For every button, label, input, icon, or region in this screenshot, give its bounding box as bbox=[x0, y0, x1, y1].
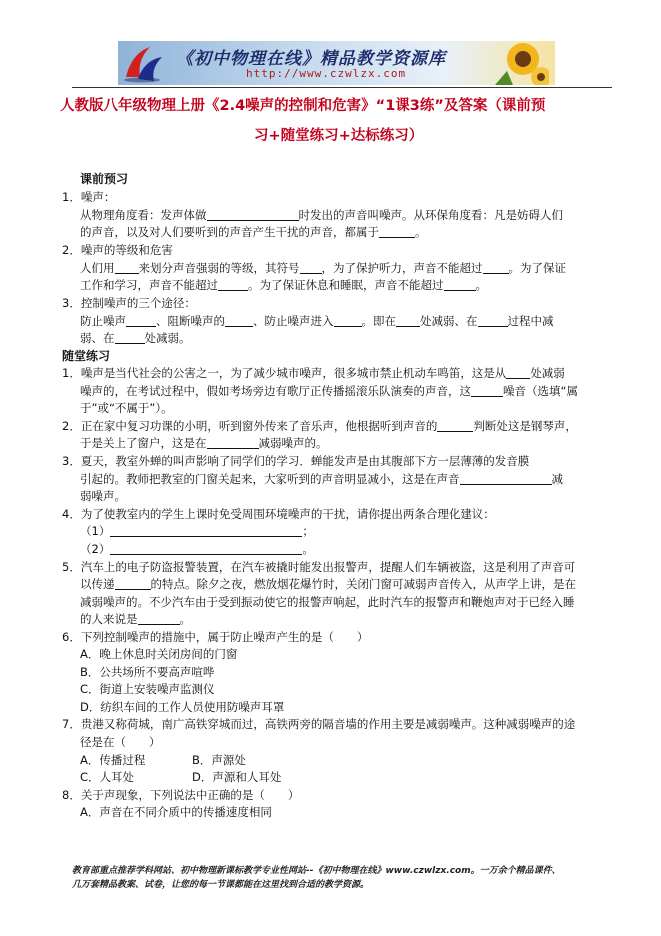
class-q6-option-d: D．纺织车间的工作人员使用防噪声耳罩 bbox=[80, 700, 285, 714]
class-q7-option-d: D．声源和人耳处 bbox=[192, 770, 282, 784]
page-footer bbox=[72, 864, 592, 892]
text: （1） bbox=[80, 524, 111, 538]
text: 、阻断噪声的 bbox=[156, 314, 225, 328]
class-q7-option-a: A．传播过程 bbox=[80, 753, 146, 767]
class-q5-line2 bbox=[80, 576, 576, 593]
text: 。为了保证 bbox=[508, 261, 566, 275]
text: 的特点。除夕之夜，燃放烟花爆竹时，关闭门窗可减弱声音传入，从声学上讲，是在 bbox=[150, 577, 576, 591]
class-q7-option-c: C．人耳处 bbox=[80, 770, 135, 784]
blank bbox=[225, 314, 253, 327]
site-banner bbox=[118, 41, 555, 85]
pre-item-1-line1 bbox=[80, 207, 563, 224]
class-q3-line2 bbox=[80, 471, 563, 488]
text: 防止噪声 bbox=[80, 314, 126, 328]
class-q7-line2: 径是在（ ） bbox=[80, 735, 161, 749]
text: 处减弱。 bbox=[144, 331, 191, 345]
text: （2） bbox=[80, 542, 111, 556]
class-q6-option-c: C．街道上安装噪声监测仪 bbox=[80, 682, 215, 696]
blank bbox=[110, 542, 302, 555]
document-title-line2: 习+随堂练习+达标练习） bbox=[254, 128, 424, 144]
pre-item-3: 3．控制噪声的三个途径： bbox=[62, 296, 196, 310]
blank bbox=[218, 278, 248, 291]
text: 判断处这是钢琴声， bbox=[473, 419, 577, 433]
text: 1．噪声是当代社会的公害之一，为了减少城市噪声，很多城市禁止机动车鸣笛，这是从 bbox=[62, 366, 507, 380]
section-in-class: 随堂练习 bbox=[62, 349, 111, 363]
blank bbox=[207, 436, 259, 449]
text: 的声音，以及对人们要听到的声音产生干扰的声音，都属于 bbox=[80, 225, 379, 239]
footer-line2: 几万套精品教案、试卷，让您的每一节课都能在这里找到合适的教学资源。 bbox=[72, 880, 370, 890]
class-q4: 4．为了使教室内的学生上课时免受周围环境噪声的干扰，请你提出两条合理化建议： bbox=[62, 507, 495, 521]
text: 从物理角度看：发声体做 bbox=[80, 208, 207, 222]
class-q5-line3: 减弱噪声的。不少汽车由于受到振动使它的报警声响起，此时汽车的报警声和鞭炮声对于已经入睡 bbox=[80, 595, 575, 609]
pre-item-1: 1．噪声： bbox=[62, 190, 116, 204]
class-q2-line1 bbox=[62, 418, 577, 435]
class-q1-line3: 于”或“不属于”）。 bbox=[80, 401, 173, 415]
text: 处减弱 bbox=[530, 366, 565, 380]
text: ； bbox=[302, 524, 314, 538]
text: 人们用 bbox=[80, 261, 115, 275]
text: 来划分声音强弱的等级，其符号 bbox=[138, 261, 300, 275]
site-logo-icon bbox=[120, 43, 164, 83]
blank bbox=[115, 577, 151, 590]
class-q8-option-a: A．声音在不同介质中的传播速度相同 bbox=[80, 805, 272, 819]
banner-url: http://www.czwlzx.com bbox=[246, 67, 407, 80]
banner-divider bbox=[72, 87, 612, 88]
blank bbox=[334, 314, 362, 327]
class-q5-line1: 5．汽车上的电子防盗报警装置，在汽车被撬时能发出报警声，提醒人们车辆被盗，这是利用了声音可 bbox=[62, 560, 576, 574]
banner-title: 《初中物理在线》精品教学资源库 bbox=[176, 49, 446, 69]
text: 处减弱、在 bbox=[420, 314, 478, 328]
text: 噪音（选填“属 bbox=[503, 384, 578, 398]
class-q4-answer1 bbox=[80, 523, 314, 540]
footer-line1: 教育部重点推荐学科网站、初中物理新课标教学专业性网站--《初中物理在线》www.czwlzx.com。一万余个精品课件、 bbox=[72, 866, 561, 876]
text: 于是关上了窗户，这是在 bbox=[80, 436, 207, 450]
text: 工作和学习，声音不能超过 bbox=[80, 278, 218, 292]
blank bbox=[207, 208, 299, 221]
text: 。为了保证休息和睡眠，声音不能超过 bbox=[248, 278, 444, 292]
class-q3-line3: 弱噪声。 bbox=[80, 489, 126, 503]
blank bbox=[379, 225, 415, 238]
text: 。 bbox=[475, 278, 487, 292]
blank bbox=[471, 384, 503, 397]
document-title-line1: 人教版八年级物理上册《2.4噪声的控制和危害》“1课3练”及答案（课前预 bbox=[60, 98, 546, 114]
class-q4-answer2 bbox=[80, 541, 314, 558]
class-q8: 8．关于声现象，下列说法中正确的是（ ） bbox=[62, 788, 300, 802]
blank bbox=[483, 261, 509, 274]
text: 弱、在 bbox=[80, 331, 115, 345]
blank bbox=[138, 612, 180, 625]
text: 减弱噪声的。 bbox=[258, 436, 328, 450]
blank bbox=[126, 314, 156, 327]
blank bbox=[444, 278, 476, 291]
blank bbox=[437, 419, 473, 432]
class-q6-option-b: B．公共场所不要高声喧哗 bbox=[80, 665, 215, 679]
text: 。 bbox=[179, 612, 191, 626]
pre-item-1-line2 bbox=[80, 224, 427, 241]
text: 时发出的声音叫噪声。从环保角度看：凡是妨碍人们 bbox=[298, 208, 563, 222]
pre-item-2-line2 bbox=[80, 277, 487, 294]
text: 噪声的，在考试过程中，假如考场旁边有歌厅正传播摇滚乐队演奏的声音，这 bbox=[80, 384, 471, 398]
class-q1-line2 bbox=[80, 383, 578, 400]
class-q6-option-a: A．晚上休息时关闭房间的门窗 bbox=[80, 647, 238, 661]
text: 引起的。教师把教室的门窗关起来，大家听到的声音明显减小，这是在声音 bbox=[80, 472, 460, 486]
text: ，为了保护听力，声音不能超过 bbox=[321, 261, 483, 275]
blank bbox=[506, 366, 530, 379]
text: 。 bbox=[302, 542, 314, 556]
text: 过程中减 bbox=[507, 314, 554, 328]
class-q7-option-b: B．声源处 bbox=[192, 753, 246, 767]
text: 的人来说是 bbox=[80, 612, 138, 626]
blank bbox=[478, 314, 508, 327]
class-q2-line2 bbox=[80, 435, 328, 452]
text: 、防止噪声进入 bbox=[253, 314, 334, 328]
text: 减 bbox=[551, 472, 563, 486]
class-q5-line4 bbox=[80, 611, 191, 628]
blank bbox=[115, 261, 139, 274]
blank bbox=[396, 314, 420, 327]
blank bbox=[300, 261, 322, 274]
class-q3-line1: 3．夏天，教室外蝉的叫声影响了同学们的学习．蝉能发声是由其腹部下方一层薄薄的发音膜 bbox=[62, 454, 530, 468]
blank bbox=[460, 472, 552, 485]
class-q1-line1 bbox=[62, 365, 565, 382]
blank bbox=[115, 331, 145, 344]
blank bbox=[110, 524, 302, 537]
class-q6: 6．下列控制噪声的措施中，属于防止噪声产生的是（ ） bbox=[62, 630, 369, 644]
sunflower-icon bbox=[493, 41, 549, 85]
section-pre-class: 课前预习 bbox=[80, 172, 129, 186]
text: 以传递 bbox=[80, 577, 115, 591]
pre-item-3-line2 bbox=[80, 330, 191, 347]
class-q7-line1: 7．贵港又称荷城，南广高铁穿城而过，高铁两旁的隔音墙的作用主要是减弱噪声。这种减弱噪声的途 bbox=[62, 717, 576, 731]
pre-item-2-line1 bbox=[80, 260, 566, 277]
text: 2．正在家中复习功课的小明，听到窗外传来了音乐声，他根据听到声音的 bbox=[62, 419, 438, 433]
text: 。即在 bbox=[361, 314, 396, 328]
pre-item-2: 2．噪声的等级和危害 bbox=[62, 243, 173, 257]
pre-item-3-line1 bbox=[80, 313, 554, 330]
text: 。 bbox=[415, 225, 427, 239]
